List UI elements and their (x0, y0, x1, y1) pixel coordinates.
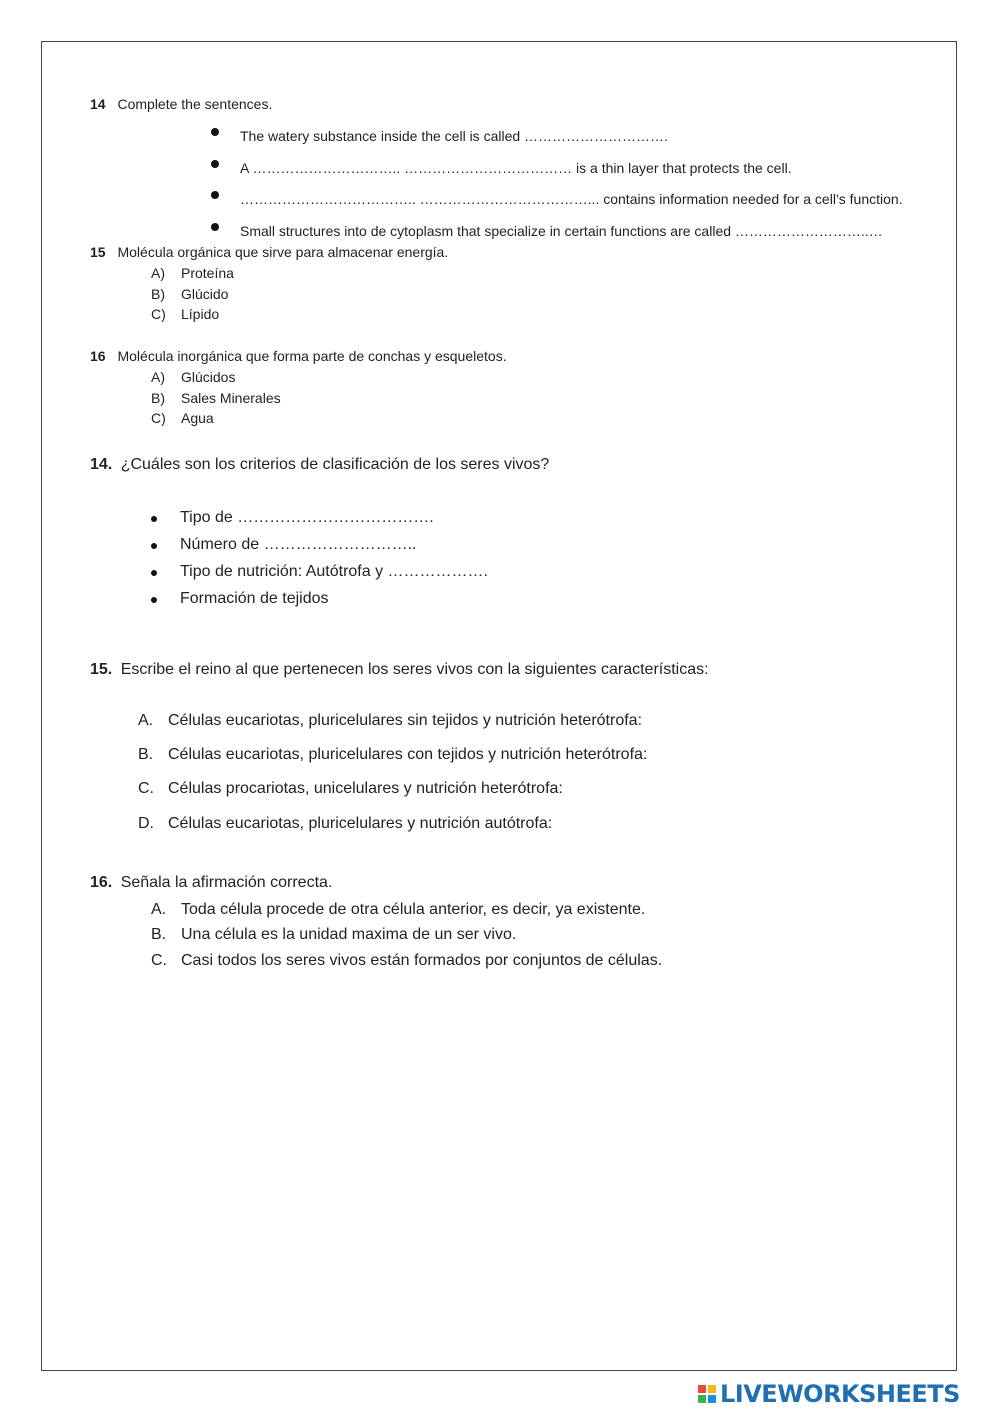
logo-square (708, 1395, 716, 1403)
option-letter: C. (138, 780, 154, 797)
question-prompt: ¿Cuáles son los criterios de clasificación de los seres vivos? (120, 456, 550, 473)
option-letter: B. (151, 926, 167, 943)
question-number: 16. (90, 874, 113, 891)
bullet-icon (211, 191, 219, 199)
bullet-icon (211, 128, 219, 136)
question-16-statement (90, 874, 332, 892)
option-text: Casi todos los seres vivos están formados por conjuntos de células. (181, 952, 663, 969)
option-text: Células eucariotas, pluricelulares sin tejidos y nutrición heterótrofa: (168, 712, 643, 729)
question-16 (90, 348, 507, 364)
question-prompt: Señala la afirmación correcta. (120, 874, 333, 891)
question-number: 15 (90, 244, 106, 260)
sentence-3: ……………………………….. ………………………………... contains information needed for a cell’s function. (240, 191, 903, 207)
option-text: Sales Minerales (181, 390, 281, 406)
option-letter: A) (151, 265, 165, 281)
bullet-icon (151, 570, 157, 576)
option-text: Toda célula procede de otra célula anterior, es decir, ya existente. (181, 901, 646, 918)
logo-square (708, 1385, 716, 1393)
option-text: Proteína (181, 265, 234, 281)
criteria-item: Número de ……………………….. (180, 536, 417, 553)
question-14-english (90, 96, 272, 112)
option-text: Células eucariotas, pluricelulares y nutrición autótrofa: (168, 815, 553, 832)
sentence-2: A ………………………….. ……………………………… is a thin layer that protects the cell. (240, 160, 792, 176)
liveworksheets-logo (698, 1380, 960, 1408)
option-letter: B) (151, 390, 165, 406)
option-text: Una célula es la unidad maxima de un ser vivo. (181, 926, 517, 943)
option-text: Células procariotas, unicelulares y nutrición heterótrofa: (168, 780, 563, 797)
question-number: 15. (90, 661, 113, 678)
option-letter: A. (151, 901, 167, 918)
option-letter: A) (151, 369, 165, 385)
question-prompt: Molécula orgánica que sirve para almacenar energía. (117, 244, 449, 260)
option-letter: C) (151, 306, 166, 322)
option-letter: B. (138, 746, 154, 763)
bullet-icon (151, 597, 157, 603)
option-letter: C) (151, 410, 166, 426)
question-prompt: Molécula inorgánica que forma parte de conchas y esqueletos. (117, 348, 507, 364)
question-number: 16 (90, 348, 106, 364)
logo-mark-icon (698, 1385, 716, 1403)
question-15-kingdoms (90, 661, 709, 679)
sentence-1: The watery substance inside the cell is called …………………………. (240, 128, 668, 144)
logo-square (698, 1385, 706, 1393)
option-text: Células eucariotas, pluricelulares con tejidos y nutrición heterótrofa: (168, 746, 648, 763)
bullet-icon (211, 223, 219, 231)
logo-text: LIVEWORKSHEETS (720, 1380, 960, 1408)
option-text: Glúcido (181, 286, 229, 302)
sentence-4: Small structures into de cytoplasm that specialize in certain functions are called ………………………..… (240, 223, 883, 239)
bullet-icon (211, 160, 219, 168)
option-letter: D. (138, 815, 154, 832)
option-text: Lípido (181, 306, 220, 322)
logo-square (698, 1395, 706, 1403)
criteria-item: Formación de tejidos (180, 590, 329, 607)
criteria-item: Tipo de ………………………………. (180, 509, 434, 526)
page-border (41, 41, 957, 1371)
question-number: 14 (90, 96, 106, 112)
option-letter: C. (151, 952, 167, 969)
question-prompt: Escribe el reino al que pertenecen los seres vivos con la siguientes características: (120, 661, 709, 678)
question-number: 14. (90, 456, 113, 473)
option-letter: B) (151, 286, 165, 302)
option-text: Agua (181, 410, 214, 426)
option-text: Glúcidos (181, 369, 236, 385)
option-letter: A. (138, 712, 154, 729)
question-15 (90, 244, 448, 260)
bullet-icon (151, 543, 157, 549)
question-14-criteria (90, 456, 549, 474)
bullet-icon (151, 516, 157, 522)
criteria-item: Tipo de nutrición: Autótrofa y ………………. (180, 563, 488, 580)
question-prompt: Complete the sentences. (117, 96, 273, 112)
